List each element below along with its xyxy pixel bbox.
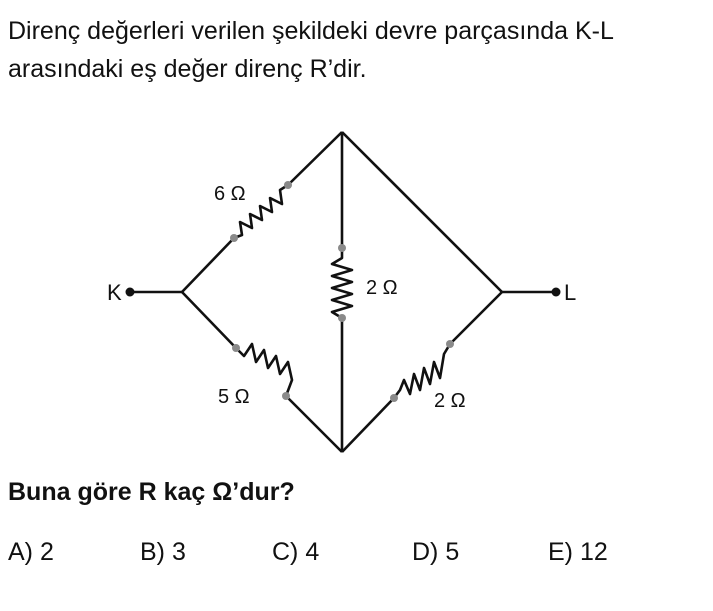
question-line-1: Direnç değerleri verilen şekildeki devre parçasında K-L	[8, 17, 614, 45]
option-d[interactable]: D) 5	[412, 538, 460, 566]
resistor-2-middle-label: 2 Ω	[366, 277, 398, 299]
terminal-k-label: K	[107, 280, 122, 305]
wire-upper-right	[342, 132, 502, 292]
wire-upper-left-b	[288, 132, 342, 185]
resistor-6-label: 6 Ω	[214, 183, 246, 205]
question-line-2: arasındaki eş değer direnç R’dir.	[8, 55, 367, 83]
terminal-l-dot	[552, 288, 561, 297]
terminal-k-dot	[126, 288, 135, 297]
resistor-5-label: 5 Ω	[218, 386, 250, 408]
option-e[interactable]: E) 12	[548, 538, 608, 566]
option-b[interactable]: B) 3	[140, 538, 186, 566]
wire-upper-left-a	[182, 238, 234, 292]
resistor-2-right-label: 2 Ω	[434, 390, 466, 412]
option-c[interactable]: C) 4	[272, 538, 320, 566]
wire-lower-left-a	[182, 292, 236, 348]
wire-lower-right-a	[342, 398, 394, 452]
option-a[interactable]: A) 2	[8, 538, 54, 566]
wire-lower-right-b	[450, 292, 502, 344]
question-ask: Buna göre R kaç Ω’dur?	[8, 478, 295, 506]
wire-lower-left-b	[286, 396, 342, 452]
terminal-l-label: L	[564, 280, 577, 305]
